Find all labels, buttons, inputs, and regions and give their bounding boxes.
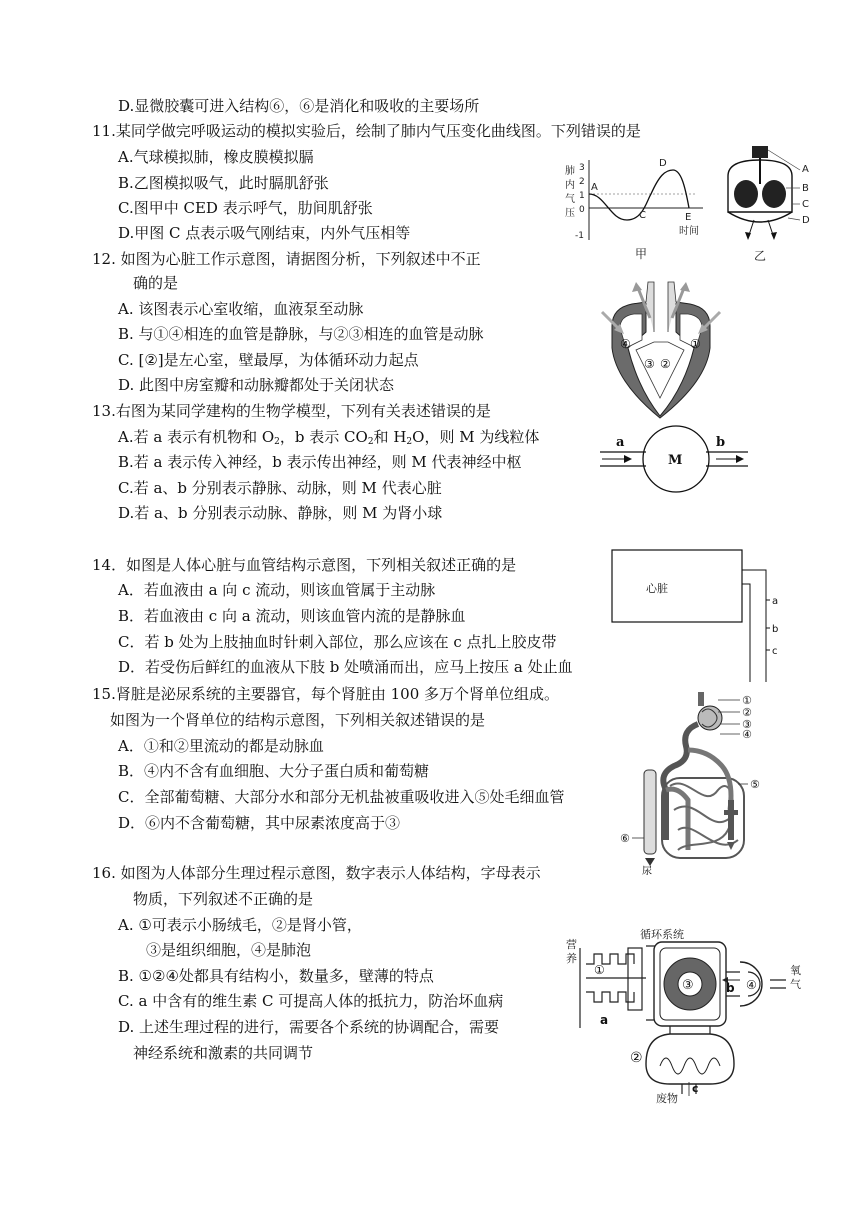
- q11-point-e: E: [685, 212, 692, 223]
- q11-option-c: C.图甲中 CED 表示呼气，肋间肌舒张: [118, 199, 373, 217]
- q16-oxygen-char-2: 气: [790, 978, 801, 991]
- q13-option-c: C.若 a、b 分别表示静脉、动脉，则 M 代表心脏: [118, 479, 442, 497]
- q12-stem-2: 确的是: [133, 274, 179, 292]
- q11-pressure-graph: [555, 156, 715, 266]
- q15-label-4: ④: [742, 728, 752, 741]
- q11-caption-jia: 甲: [635, 247, 648, 261]
- q11-stem: 11.某同学做完呼吸运动的模拟实验后，绘制了肺内气压变化曲线图。下列错误的是: [92, 122, 641, 140]
- q15-nephron-figure: [618, 690, 794, 876]
- q14-label-a: a: [772, 596, 779, 607]
- q15-option-a: A．①和②里流动的都是动脉血: [118, 737, 324, 755]
- q11-point-c: C: [639, 210, 646, 221]
- q15-label-2: ②: [742, 706, 752, 719]
- q11-ylabel-1: 肺: [565, 166, 575, 177]
- q15-label-1: ①: [742, 694, 752, 707]
- q14-label-b: b: [772, 624, 779, 635]
- q12-label-3: ③: [644, 357, 655, 371]
- q16-circulation-label: 循环系统: [640, 928, 684, 941]
- q16-label-2: ②: [630, 1050, 643, 1066]
- q12-option-d: D. 此图中房室瓣和动脉瓣都处于关闭状态: [118, 376, 395, 394]
- q10-option-d: D.显微胶囊可进入结构⑥，⑥是消化和吸收的主要场所: [118, 97, 480, 115]
- q12-heart-figure: [598, 278, 724, 420]
- q15-label-6: ⑥: [620, 832, 630, 845]
- q15-option-d: D．⑥内不含葡萄糖，其中尿素浓度高于③: [118, 814, 401, 832]
- q15-stem-2: 如图为一个肾单位的结构示意图，下列相关叙述错误的是: [110, 711, 486, 729]
- q11-option-a: A.气球模拟肺，橡皮膜模拟膈: [118, 148, 314, 166]
- q15-urine-label: 尿: [642, 866, 652, 876]
- q16-option-c: C. a 中含有的维生素 C 可提高人体的抵抗力，防治坏血病: [118, 992, 504, 1010]
- q11-label-a: A: [802, 164, 809, 175]
- q11-ylabel-2: 内: [565, 180, 575, 191]
- q16-option-d-1: D. 上述生理过程的进行，需要各个系统的协调配合，需要: [118, 1018, 500, 1036]
- q11-option-d: D.甲图 C 点表示吸气刚结束，内外气压相等: [118, 224, 411, 242]
- q16-stem-1: 16. 如图为人体部分生理过程示意图，数字表示人体结构，字母表示: [92, 864, 541, 882]
- q11-ytick-2: 2: [579, 177, 585, 187]
- q15-label-5: ⑤: [750, 778, 760, 791]
- q11-point-a: A: [591, 182, 598, 193]
- q12-stem-1: 12. 如图为心脏工作示意图，请据图分析，下列叙述中不正: [92, 250, 481, 268]
- q14-option-a: A．若血液由 a 向 c 流动，则该血管属于主动脉: [118, 581, 436, 599]
- q11-ytick-neg1: -1: [575, 231, 584, 241]
- q16-option-d-2: 神经系统和激素的共同调节: [133, 1044, 314, 1062]
- q14-heart-vessel-figure: [610, 548, 796, 686]
- q14-heart-label: 心脏: [646, 582, 668, 595]
- q13-option-b: B.若 a 表示传入神经，b 表示传出神经，则 M 代表神经中枢: [118, 453, 522, 471]
- q15-option-c: C．全部葡萄糖、大部分水和部分无机盐被重吸收进入⑤处毛细血管: [118, 788, 565, 806]
- q11-ylabel-4: 压: [565, 208, 575, 219]
- q11-label-b: B: [802, 183, 809, 194]
- q16-label-b: b: [726, 981, 735, 995]
- q11-ytick-1: 1: [579, 191, 585, 201]
- q16-nutrient-char-2: 养: [566, 952, 577, 965]
- q16-stem-2: 物质，下列叙述不正确的是: [133, 890, 314, 908]
- q16-nutrient-char-1: 营: [566, 938, 577, 951]
- q14-stem: 14．如图是人体心脏与血管结构示意图，下列相关叙述正确的是: [92, 556, 517, 574]
- q13-model-figure: [598, 424, 754, 494]
- q12-label-2: ②: [660, 357, 671, 371]
- q16-option-a-1: A. ①可表示小肠绒毛，②是肾小管，: [118, 916, 362, 934]
- q12-option-a: A. 该图表示心室收缩，血液泵至动脉: [118, 300, 364, 318]
- q14-option-d: D．若受伤后鲜红的血液从下肢 b 处喷涌而出，应马上按压 a 处止血: [118, 658, 573, 676]
- q16-oxygen-char-1: 氧: [790, 964, 801, 977]
- q12-label-1: ①: [690, 337, 701, 351]
- q11-label-d: D: [802, 215, 810, 226]
- q13-option-a: A.若 a 表示有机物和 $O_2$，b 表示 $CO_2$和 $H_2O$，则 M 为线粒体: [118, 428, 540, 447]
- q12-option-b: B. 与①④相连的血管是静脉，与②③相连的血管是动脉: [118, 325, 484, 343]
- q16-label-a: a: [600, 1013, 609, 1027]
- q16-label-3: ③: [682, 978, 694, 993]
- q11-point-d: D: [659, 158, 667, 169]
- q11-ytick-0: 0: [579, 205, 585, 215]
- q16-waste-label: 废物: [656, 1092, 678, 1105]
- q16-label-c: c: [692, 1082, 699, 1095]
- q16-option-a-2: ③是组织细胞，④是肺泡: [146, 941, 312, 959]
- q14-label-c: c: [772, 646, 778, 657]
- q14-option-c: C．若 b 处为上肢抽血时针刺入部位，那么应该在 c 点扎上胶皮带: [118, 633, 557, 651]
- q16-label-1: ①: [594, 963, 605, 977]
- q12-option-c: C. [②]是左心室，壁最厚，为体循环动力起点: [118, 351, 419, 369]
- q11-label-c: C: [802, 199, 809, 210]
- q13-stem: 13.右图为某同学建构的生物学模型，下列有关表述错误的是: [92, 402, 491, 420]
- q15-option-b: B．④内不含有血细胞、大分子蛋白质和葡萄糖: [118, 762, 430, 780]
- q11-ylabel-3: 气: [565, 194, 575, 205]
- q16-option-b: B. ①②④处都具有结构小，数量多，壁薄的特点: [118, 967, 434, 985]
- q16-label-4: ④: [746, 978, 757, 992]
- q12-label-4: ④: [620, 337, 631, 351]
- q13-label-m: M: [668, 453, 683, 468]
- q13-label-a: a: [616, 435, 625, 450]
- q15-label-3: ③: [742, 718, 752, 731]
- q11-bell-jar-apparatus: [718, 142, 818, 266]
- q13-label-b: b: [716, 435, 726, 450]
- q11-ytick-3: 3: [579, 163, 585, 173]
- q11-option-b: B.乙图模拟吸气，此时膈肌舒张: [118, 174, 329, 192]
- q14-option-b: B．若血液由 c 向 a 流动，则该血管内流的是静脉血: [118, 607, 466, 625]
- q15-stem-1: 15.肾脏是泌尿系统的主要器官，每个肾脏由 100 多万个肾单位组成。: [92, 685, 560, 703]
- q11-xlabel: 时间: [679, 226, 699, 237]
- q16-physiology-figure: [562, 924, 806, 1106]
- q11-caption-yi: 乙: [754, 249, 767, 263]
- q13-option-d: D.若 a、b 分别表示动脉、静脉，则 M 为肾小球: [118, 504, 443, 522]
